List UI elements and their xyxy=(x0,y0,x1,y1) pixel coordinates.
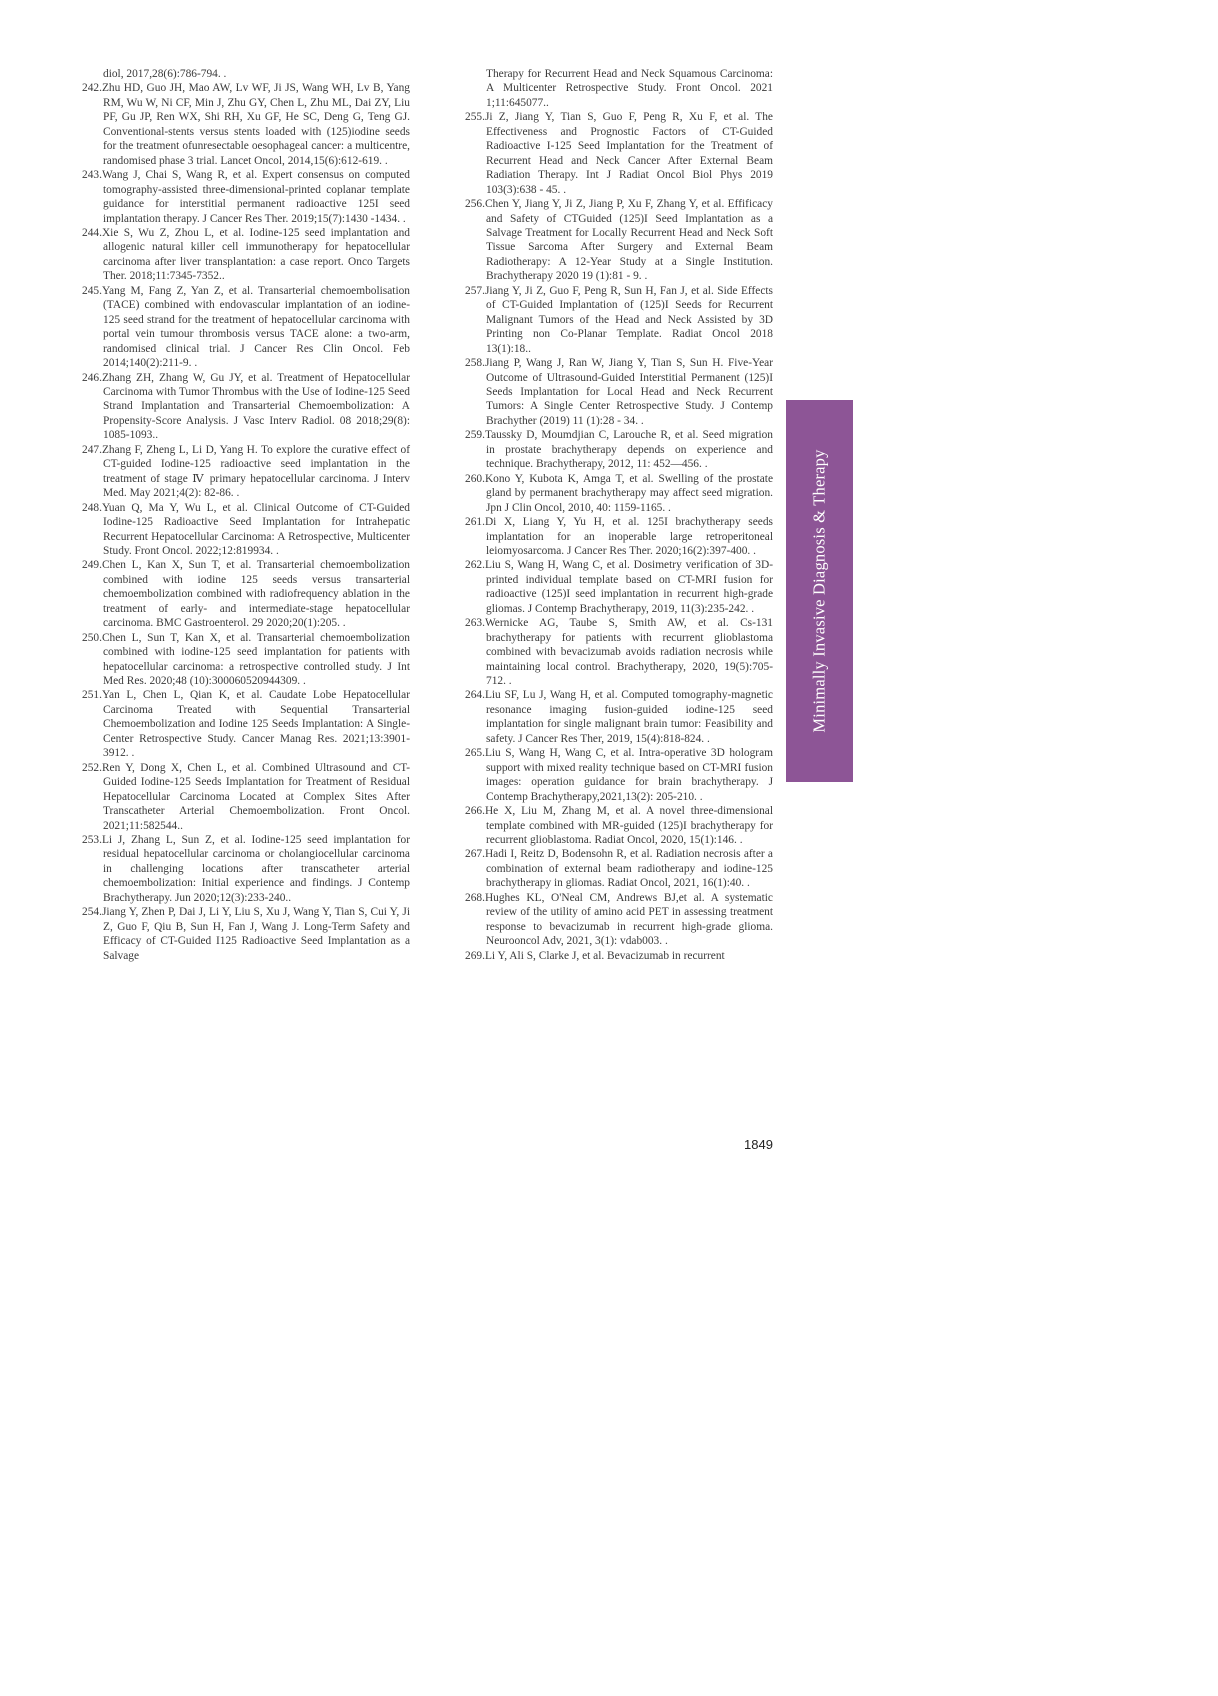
reference-item xyxy=(82,761,410,833)
reference-number: 251. xyxy=(82,689,102,702)
reference-column-right xyxy=(465,67,773,963)
reference-number: 243. xyxy=(82,169,102,182)
reference-text: Taussky D, Moumdjian C, Larouche R, et al. Seed migration in prostate brachytherapy depends on experience and technique. Brachytherapy, 2012, 11: 452—456. . xyxy=(484,429,773,471)
reference-number: 265. xyxy=(465,747,485,760)
reference-number: 244. xyxy=(82,226,102,239)
reference-item xyxy=(465,616,773,688)
reference-number: 267. xyxy=(465,848,485,861)
reference-item xyxy=(82,284,410,371)
reference-item xyxy=(465,356,773,428)
reference-item xyxy=(465,847,773,890)
reference-item xyxy=(82,443,410,501)
reference-number: 246. xyxy=(82,371,102,384)
reference-number: 254. xyxy=(82,906,102,919)
reference-text: Zhang F, Zheng L, Li D, Yang H. To explore the curative effect of CT-guided Iodine-125 radioactive seed implantation in the treatment of stage Ⅳ primary hepatocellular carcinoma. J Interv Med. May 2021;4(2): 82-86. . xyxy=(101,443,410,500)
reference-text: Liu S, Wang H, Wang C, et al. Dosimetry verification of 3D-printed individual template based on CT-MRI fusion for radioactive (125)I seed implantation in recurrent high-grade gliomas. J Contemp Brachytherapy, 2019, 11(3):235-242. . xyxy=(484,559,773,615)
reference-number: 255. xyxy=(465,111,485,124)
reference-number: 264. xyxy=(465,689,485,702)
reference-number: 245. xyxy=(82,284,102,297)
reference-item xyxy=(465,949,773,963)
reference-number: 252. xyxy=(82,761,102,774)
reference-text: Wang J, Chai S, Wang R, et al. Expert consensus on computed tomography-assisted three-dimensional-printed coplanar template guidance for interstitial permanent radioactive 125I seed implantation therapy. J Cancer Res Ther. 2019;15(7):1430 -1434. . xyxy=(101,169,410,225)
reference-continuation: diol, 2017,28(6):786-794. . xyxy=(103,68,227,80)
reference-text: Hughes KL, O'Neal CM, Andrews BJ,et al. A systematic review of the utility of amino acid PET in assessing treatment response to bevacizumab in recurrent high-grade glioma. Neurooncol Adv, 2021, 3(1): vdab003. . xyxy=(484,891,773,948)
reference-number: 262. xyxy=(465,559,485,572)
reference-text: Yuan Q, Ma Y, Wu L, et al. Clinical Outcome of CT-Guided Iodine-125 Radioactive Seed Implantation for Intrahepatic Recurrent Hepatocellular Carcinoma: A Retrospective, Multicenter Study. Front Oncol. 2022;12:819934. . xyxy=(101,501,410,557)
reference-item xyxy=(465,428,773,471)
reference-item xyxy=(465,746,773,804)
reference-text: Chen L, Sun T, Kan X, et al. Transarterial chemoembolization combined with iodine-125 seed implantation for patients with hepatocellular carcinoma: a retrospective controlled study. J Int Med Res. 2020;48 (10):300060520944309. . xyxy=(101,631,410,688)
reference-number: 261. xyxy=(465,516,485,529)
reference-number: 266. xyxy=(465,805,485,818)
reference-number: 248. xyxy=(82,501,102,514)
reference-text: He X, Liu M, Zhang M, et al. A novel three-dimensional template combined with MR-guided (125)I brachytherapy for recurrent glioblastoma. Radiat Oncol, 2020, 15(1):146. . xyxy=(484,805,773,847)
reference-number: 253. xyxy=(82,834,102,847)
reference-text: Di X, Liang Y, Yu H, et al. 125I brachytherapy seeds implantation for an inoperable large retroperitoneal leiomyosarcoma. J Cancer Res Ther. 2020;16(2):397-400. . xyxy=(484,516,773,557)
reference-text: Zhang ZH, Zhang W, Gu JY, et al. Treatment of Hepatocellular Carcinoma with Tumor Thrombus with the Use of Iodine-125 Seed Strand Implantation and Transarterial Chemoembolization: A Propensity-Score Analysis. J Vasc Interv Radiol. 08 2018;29(8): 1085-1093.. xyxy=(101,371,410,442)
reference-text: Liu S, Wang H, Wang C, et al. Intra-operative 3D hologram support with mixed reality technique based on CT-MRI fusion images: operation guidance for brain brachytherapy. J Contemp Brachytherapy,2021,13(2): 205-210. . xyxy=(484,747,773,803)
reference-item xyxy=(465,558,773,616)
reference-text: Yan L, Chen L, Qian K, et al. Caudate Lobe Hepatocellular Carcinoma Treated with Sequential Transarterial Chemoembolization and Iodine 125 Seeds Implantation: A Single-Center Retrospective Study. Cancer Manag Res. 2021;13:3901-3912. . xyxy=(101,689,410,760)
reference-text: Xie S, Wu Z, Zhou L, et al. Iodine-125 seed implantation and allogenic natural killer cell immunotherapy for hepatocellular carcinoma after liver transplantation: a case report. Onco Targets Ther. 2018;11:7345-7352.. xyxy=(101,226,410,283)
reference-number: 257. xyxy=(465,284,485,297)
reference-text: Chen L, Kan X, Sun T, et al. Transarterial chemoembolization combined with iodine 125 seeds versus transarterial chemoembolization combined with radiofrequency ablation in the treatment of early- and intermediate-stage hepatocellular carcinoma. BMC Gastroenterol. 29 2020;20(1):205. . xyxy=(101,559,410,630)
reference-number: 242. xyxy=(82,82,102,95)
reference-text: Ji Z, Jiang Y, Tian S, Guo F, Peng R, Xu F, et al. The Effectiveness and Prognostic Factors of CT-Guided Radioactive I-125 Seed Implantation for the Treatment of Recurrent Head and Neck Cancer After External Beam Radiation Therapy. Int J Radiat Oncol Biol Phys 2019 103(3):638 - 45. . xyxy=(484,111,773,196)
reference-item xyxy=(465,804,773,847)
reference-item xyxy=(82,81,410,168)
reference-number: 256. xyxy=(465,198,485,211)
reference-text: Jiang Y, Zhen P, Dai J, Li Y, Liu S, Xu J, Wang Y, Tian S, Cui Y, Ji Z, Guo F, Qiu B, Sun H, Fan J, Wang J. Long-Term Safety and Efficacy of CT-Guided I125 Radioactive Seed Implantation as a Salvage xyxy=(101,906,410,962)
reference-item xyxy=(82,501,410,559)
reference-number: 258. xyxy=(465,357,485,370)
reference-item xyxy=(82,631,410,689)
reference-continuation: Therapy for Recurrent Head and Neck Squamous Carcinoma: A Multicenter Retrospective Study. Front Oncol. 2021 1;11:645077.. xyxy=(486,68,773,109)
reference-text: Yang M, Fang Z, Yan Z, et al. Transarterial chemoembolisation (TACE) combined with endovascular implantation of an iodine-125 seed strand for the treatment of hepatocellular carcinoma with portal vein tumour thrombosis versus TACE alone: a two-arm, randomised clinical trial. J Cancer Res Clin Oncol. Feb 2014;140(2):211-9. . xyxy=(101,284,410,370)
reference-item xyxy=(82,371,410,443)
page-number: 1849 xyxy=(744,1137,773,1152)
reference-item xyxy=(465,110,773,197)
reference-text: Jiang Y, Ji Z, Guo F, Peng R, Sun H, Fan J, et al. Side Effects of CT-Guided Implantation of (125)I Seeds for Recurrent Malignant Tumors of the Head and Neck Assisted by 3D Printing non Co-Planar Template. Radiat Oncol 2018 13(1):18.. xyxy=(484,284,773,355)
reference-column-left xyxy=(82,67,410,963)
reference-text: Liu SF, Lu J, Wang H, et al. Computed tomography-magnetic resonance imaging fusion-guided iodine-125 seed implantation for single malignant brain tumor: Feasibility and safety. J Cancer Res Ther, 2019, 15(4):818-824. . xyxy=(484,689,773,745)
reference-text: Wernicke AG, Taube S, Smith AW, et al. Cs-131 brachytherapy for patients with recurrent glioblastoma combined with bevacizumab avoids radiation necrosis while maintaining local control. Brachytherapy, 2020, 19(5):705-712. . xyxy=(484,617,773,688)
reference-text: Chen Y, Jiang Y, Ji Z, Jiang P, Xu F, Zhang Y, et al. Effificacy and Safety of CTGuided (125)I Seed Implantation as a Salvage Treatment for Locally Recurrent Head and Neck Soft Tissue Sarcoma After Surgery and External Beam Radiotherapy: A 12-Year Study at a Single Institution. Brachytherapy 2020 19 (1):81 - 9. . xyxy=(484,198,773,283)
reference-number: 268. xyxy=(465,891,485,904)
reference-text: Jiang P, Wang J, Ran W, Jiang Y, Tian S, Sun H. Five-Year Outcome of Ultrasound-Guided Interstitial Permanent (125)I Seeds Implantation for Local Head and Neck Recurrent Tumors: A Single Center Retrospective Study. J Contemp Brachyther (2019) 11 (1):28 - 34. . xyxy=(484,357,773,427)
reference-item xyxy=(465,197,773,284)
reference-list-left xyxy=(82,81,410,963)
reference-item xyxy=(465,688,773,746)
reference-text: Kono Y, Kubota K, Amga T, et al. Swelling of the prostate gland by permanent brachytherapy may affect seed migration. Jpn J Clin Oncol, 2010, 40: 1159-1165. . xyxy=(484,472,773,514)
reference-item xyxy=(82,168,410,226)
reference-text: Zhu HD, Guo JH, Mao AW, Lv WF, Ji JS, Wang WH, Lv B, Yang RM, Wu W, Ni CF, Min J, Zhu GY, Chen L, Zhu ML, Dai ZY, Liu PF, Gu JP, Ren WX, Shi RH, Xu GF, He SC, Deng G, Teng GJ. Conventional-stents versus stents loaded with (125)iodine seeds for the treatment ofunresectable oesophageal cancer: a multicentre, randomised phase 3 trial. Lancet Oncol, 2014,15(6):612-619. . xyxy=(101,82,410,167)
reference-number: 260. xyxy=(465,472,485,485)
reference-item xyxy=(465,472,773,515)
reference-item xyxy=(82,558,410,630)
reference-number: 269. xyxy=(465,949,485,962)
reference-number: 247. xyxy=(82,443,102,456)
reference-text: Hadi I, Reitz D, Bodensohn R, et al. Radiation necrosis after a combination of external beam radiotherapy and iodine-125 brachytherapy in gliomas. Radiat Oncol, 2021, 16(1):40. . xyxy=(484,848,773,890)
reference-item xyxy=(465,284,773,356)
reference-list-right xyxy=(465,110,773,963)
reference-text: Li J, Zhang L, Sun Z, et al. Iodine-125 seed implantation for residual hepatocellular carcinoma or cholangiocellular carcinoma in challenging locations after transcatheter arterial chemoembolization: Initial experience and findings. J Contemp Brachytherapy. Jun 2020;12(3):233-240.. xyxy=(101,834,410,904)
reference-text: Li Y, Ali S, Clarke J, et al. Bevacizumab in recurrent xyxy=(484,949,725,962)
reference-number: 259. xyxy=(465,429,485,442)
reference-number: 263. xyxy=(465,617,485,630)
reference-item xyxy=(465,891,773,949)
reference-number: 249. xyxy=(82,559,102,572)
reference-item xyxy=(82,833,410,905)
reference-item xyxy=(82,226,410,284)
reference-item xyxy=(82,688,410,760)
journal-side-tab xyxy=(786,400,853,782)
journal-title: Minimally Invasive Diagnosis & Therapy xyxy=(809,449,829,733)
reference-item xyxy=(82,905,410,963)
reference-number: 250. xyxy=(82,631,102,644)
reference-text: Ren Y, Dong X, Chen L, et al. Combined Ultrasound and CT-Guided Iodine-125 Seeds Implantation for Treatment of Residual Hepatocellular Carcinoma Located at Complex Sites After Transcatheter Arterial Chemoembolization. Front Oncol. 2021;11:582544.. xyxy=(101,761,410,832)
reference-item xyxy=(465,515,773,558)
